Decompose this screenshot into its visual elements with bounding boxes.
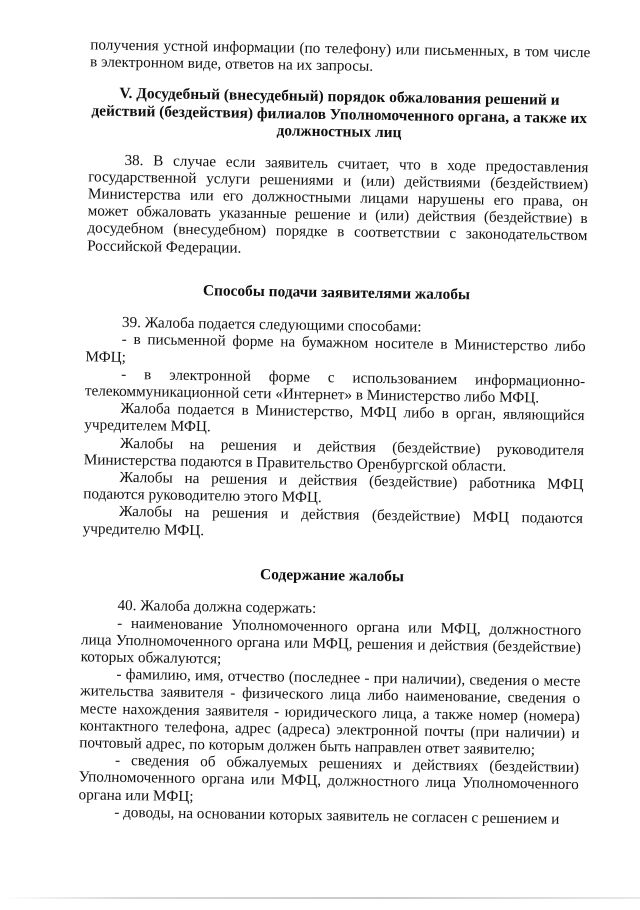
content-item-3: - сведения об обжалуемых решениях и действиях (бездействии) Уполномоченного органа или МФЦ, должностного лица Уполномоченного органа или МФЦ; [78,751,579,810]
paragraph-39: 39. Жалоба подается следующими способами: [86,314,586,339]
rule-mfc: Жалобы на решения и действия (бездействие) МФЦ подаются учредителю МФЦ. [83,503,583,545]
content-item-4: - доводы, на основании которых заявитель не согласен с решением и [78,803,578,828]
paragraph-40: 40. Жалоба должна содержать: [81,597,581,622]
intro-paragraph: получения устной информации (по телефону) или письменных, в том числе в электронном виде, ответов на их запросы. [90,36,590,78]
rule-ministry-head: Жалобы на решения и действия (бездействие) руководителя Министерства подаются в Правительство Оренбургской области. [84,434,584,476]
heading-submission-methods: Способы подачи заявителями жалобы [86,280,586,305]
scan-edge-line [0,897,640,899]
section-v-heading: V. Досудебный (внесудебный) порядок обжалования решений и действий (бездействия) филиалов Уполномоченного органа, а также их должностных лиц [89,85,590,145]
rule-mfc-employee: Жалобы на решения и действия (бездействие) работника МФЦ подаются руководителю этого МФЦ. [83,468,583,510]
content-item-2: - фамилию, имя, отчество (последнее - при наличии), сведения о месте жительства заявителя - физического лица либо наименование, сведения о месте нахождения заявителя - юридического лица, а также номер (номера) контактного телефона, адрес (адреса) электронной почты (при наличии) и почтовый адрес, по которым должен быть направлен ответ заявителю; [79,665,580,759]
rule-where-to-file: Жалоба подается в Министерство, МФЦ либо в орган, являющийся учредителем МФЦ. [84,400,584,442]
list-item-paper-form: - в письменной форме на бумажном носителе в Министерство либо МФЦ; [85,331,585,373]
heading-complaint-content: Содержание жалобы [82,563,582,588]
paragraph-38: 38. В случае если заявитель считает, что в ходе предоставления государственной услуги решениями и (или) действиями (бездействием) Министерства или его должностными лицами нарушены его права, он может обжаловать указанные решение и (или) действия (бездействие) в досудебном (внесудебном) порядке в соответствии с законодательством Российской Федерации. [87,151,589,262]
content-item-1: - наименование Уполномоченного органа или МФЦ, должностного лица Уполномоченного органа или МФЦ, решения и действия (бездействие) которых обжалуются; [81,614,582,673]
list-item-electronic-form: - в электронной форме с использованием информационно-телекоммуникационной сети «Интернет» в Министерство либо МФЦ. [85,365,585,407]
